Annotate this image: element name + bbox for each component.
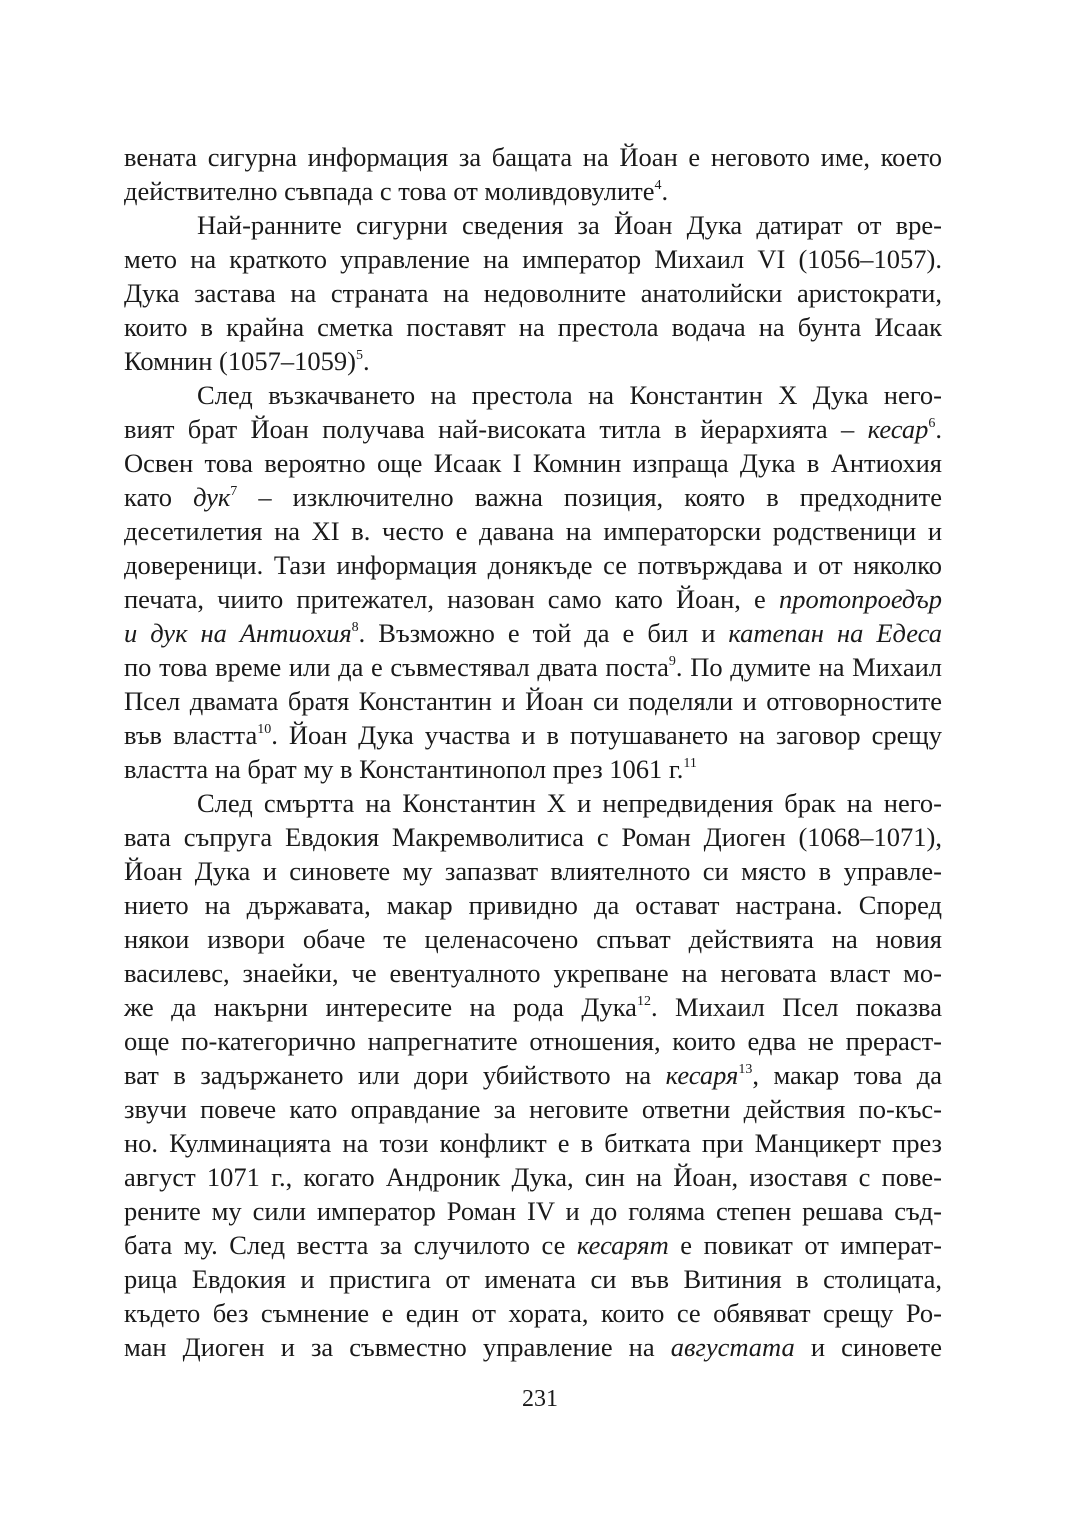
text-segment: – изключително важна позиция, която в предходните [237, 482, 943, 512]
text-segment: някои извори обаче те целенасочено спъват действията на новия [124, 924, 942, 954]
text-segment: властта на брат му в Константинопол през 1061 г. [124, 754, 684, 784]
text-segment: вата съпруга Евдокия Макремволитиса с Роман Диоген (1068–1071), [124, 822, 942, 852]
text-line [124, 616, 942, 650]
text-line [124, 786, 942, 820]
text-segment: . Възможно е той да е бил и [358, 618, 729, 648]
text-segment: действително съвпада с това от моливдовулите [124, 176, 655, 206]
text-segment: като [124, 482, 194, 512]
text-segment: . [935, 414, 942, 444]
text-line [124, 1262, 942, 1296]
italic-term: и дук на Антиохия [124, 618, 352, 648]
text-line [124, 1296, 942, 1330]
text-line [124, 1092, 942, 1126]
text-line [124, 140, 942, 174]
text-segment: василевс, знаейки, че евентуалното укрепване на неговата власт мо- [124, 958, 942, 988]
footnote-ref: 5 [355, 348, 363, 363]
italic-term: августата [670, 1332, 795, 1362]
text-segment: вената сигурна информация за бащата на Йоан е неговото име, което [124, 142, 942, 172]
text-segment: , макар това да [752, 1060, 942, 1090]
text-line [124, 310, 942, 344]
text-segment: Дука застава на страната на недоволните анатолийски аристократи, [124, 278, 942, 308]
text-line [124, 990, 942, 1024]
italic-term: кесар [867, 414, 929, 444]
text-line [124, 854, 942, 888]
text-segment: във властта [124, 720, 258, 750]
text-line [124, 752, 942, 786]
text-segment: рица Евдокия и пристига от имената си във Витиния в столицата, [124, 1264, 942, 1294]
text-segment: Най-ранните сигурни сведения за Йоан Дука датират от вре- [197, 210, 942, 240]
text-line [124, 1228, 942, 1262]
text-segment: довереници. Тази информация донякъде се потвърждава и от няколко [124, 550, 942, 580]
text-line [124, 1024, 942, 1058]
footnote-ref: 11 [683, 756, 697, 771]
text-line [124, 276, 942, 310]
text-segment: печата, чиито притежател, назован само като Йоан, е [124, 584, 779, 614]
text-segment: . [362, 346, 370, 376]
text-segment: които в крайна сметка поставят на престола водача на бунта Исаак [124, 312, 942, 342]
text-segment: звучи повече като оправдание за неговите ответни действия по-къс- [124, 1094, 942, 1124]
text-segment: и синовете [794, 1332, 942, 1362]
footnote-ref: 13 [738, 1062, 753, 1077]
text-line [124, 242, 942, 276]
text-line [124, 548, 942, 582]
text-line [124, 922, 942, 956]
text-segment: но. Кулминацията на този конфликт е в битката при Манцикерт през [124, 1128, 942, 1158]
text-line [124, 684, 942, 718]
text-segment: ман Диоген и за съвместно управление на [124, 1332, 671, 1362]
text-segment: . Йоан Дука участва и в потушаването на заговор срещу [271, 720, 943, 750]
text-segment: още по-категорично напрегнатите отношения, които едва не прераст- [124, 1026, 942, 1056]
text-segment: бата му. След вестта за случилото се [124, 1230, 577, 1260]
page-number: 231 [522, 1386, 558, 1412]
footnote-ref: 9 [668, 654, 676, 669]
text-line [124, 412, 942, 446]
text-segment: вият брат Йоан получава най-високата титла в йерархията – [124, 414, 868, 444]
text-line [124, 174, 942, 208]
text-line [124, 344, 942, 378]
text-segment: мето на краткото управление на император Михаил VI (1056–1057). [124, 244, 942, 274]
text-segment: Комнин (1057–1059) [124, 346, 356, 376]
footnote-ref: 12 [636, 994, 651, 1009]
text-line [124, 650, 942, 684]
text-segment: август 1071 г., когато Андроник Дука, син на Йоан, изоставя с пове- [124, 1162, 942, 1192]
text-line [124, 1160, 942, 1194]
text-line [124, 582, 942, 616]
text-line [124, 718, 942, 752]
text-segment: Псел двамата братя Константин и Йоан си поделяли и отговорностите [124, 686, 942, 716]
text-segment: е повикат от императ- [668, 1230, 942, 1260]
text-line [124, 820, 942, 854]
text-line [124, 1330, 942, 1364]
footnote-ref: 8 [351, 620, 359, 635]
text-line [124, 1058, 942, 1092]
text-segment: по това време или да е съвместявал двата поста [124, 652, 669, 682]
text-line [124, 1194, 942, 1228]
footnote-ref: 6 [928, 416, 936, 431]
footnote-ref: 10 [257, 722, 272, 737]
text-line [124, 446, 942, 480]
text-segment: където без съмнение е един от хората, които се обявяват срещу Ро- [124, 1298, 942, 1328]
text-line [124, 888, 942, 922]
text-segment: . Михаил Псел показва [650, 992, 942, 1022]
text-line [124, 1126, 942, 1160]
text-segment: рените му сили император Роман IV и до голяма степен решава съд- [124, 1196, 942, 1226]
text-line [124, 956, 942, 990]
text-segment: След смъртта на Константин X и непредвидения брак на него- [197, 788, 942, 818]
text-segment: Освен това вероятно още Исаак I Комнин изпраща Дука в Антиохия [124, 448, 942, 478]
footnote-ref: 4 [654, 178, 662, 193]
text-line [124, 208, 942, 242]
italic-term: катепан на Едеса [728, 618, 942, 648]
text-line [124, 480, 942, 514]
text-line [124, 378, 942, 412]
text-segment: . По думите на Михаил [675, 652, 942, 682]
italic-term: протопроедър [778, 584, 942, 614]
text-segment: же да накърни интересите на рода Дука [124, 992, 637, 1022]
footnote-ref: 7 [230, 484, 238, 499]
body-text [124, 140, 942, 1364]
italic-term: кесаря [665, 1060, 739, 1090]
text-segment: ват в задържането или дори убийството на [124, 1060, 666, 1090]
italic-term: дук [193, 482, 231, 512]
text-line [124, 514, 942, 548]
text-segment: . [661, 176, 669, 206]
text-segment: нието на държавата, макар привидно да остават настрана. Според [124, 890, 942, 920]
text-segment: След възкачването на престола на Константин X Дука него- [197, 380, 942, 410]
text-segment: десетилетия на XI в. често е давана на императорски родственици и [124, 516, 942, 546]
italic-term: кесарят [576, 1230, 669, 1260]
text-segment: Йоан Дука и синовете му запазват влиятелното си място в управле- [124, 856, 942, 886]
